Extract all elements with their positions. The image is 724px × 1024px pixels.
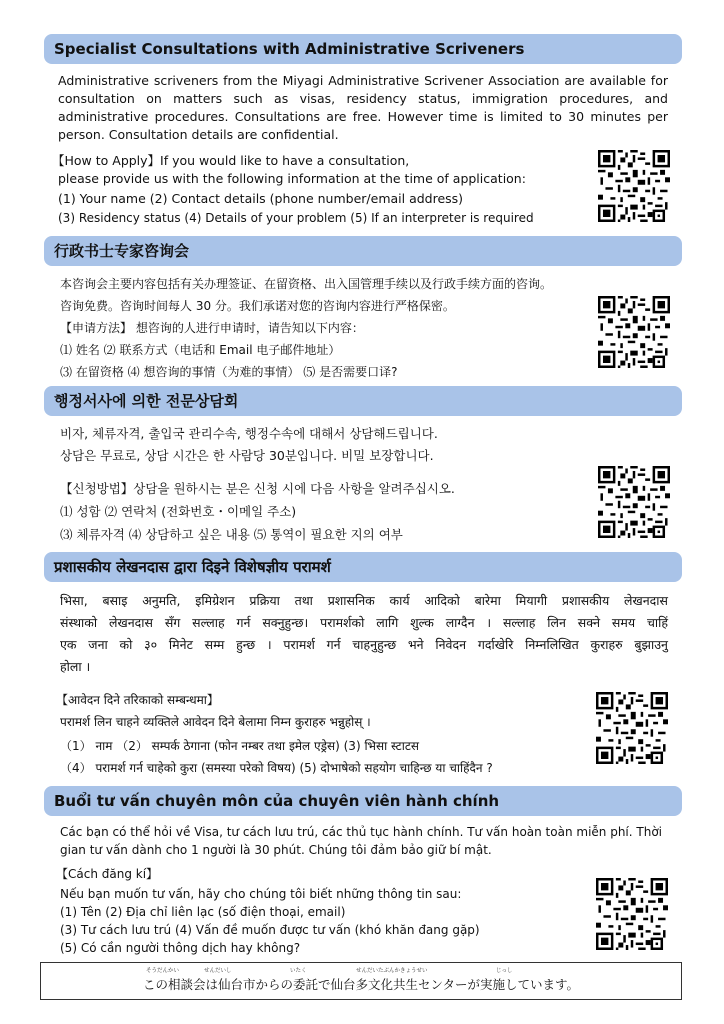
zh-apply-line: ⑴ 姓名 ⑵ 联系方式（电话和 Email 电子邮件地址） bbox=[60, 343, 341, 357]
ne-apply-line: परामर्श लिन चाहने व्यक्तिले आवेदन दिने बेलामा निम्न कुराहरु भन्नुहोस् । bbox=[60, 715, 371, 729]
ko-paragraph-line: 상담은 무료로, 상담 시간은 한 사람당 30분입니다. 비밀 보장합니다. bbox=[60, 448, 434, 463]
ne-apply-line: （1） नाम （2） सम्पर्क ठेगाना (फोन नम्बर तथा इमेल एड्रेस) (3) भिसा स्टाटस bbox=[60, 739, 420, 753]
section-header-chinese: 行政书士专家咨询会 bbox=[44, 236, 682, 266]
vi-apply-line: Nếu bạn muốn tư vấn, hãy cho chúng tôi biết những thông tin sau: bbox=[60, 887, 462, 901]
furigana: せんだいたぶんかきょうせい bbox=[356, 968, 428, 974]
footer-text: この相談会は仙台市からの委託で仙台多文化共生センターが実施しています。 bbox=[142, 977, 579, 992]
ne-apply-line: （4） परामर्श गर्न चाहेको कुरा (समस्या परेको विषय) (5) दोभाषेको सहयोग चाहिन्छ या चाहिंदैन ? bbox=[60, 761, 493, 775]
ne-apply-heading: 【आवेदन दिने तरिकाको सम्बन्धमा】 bbox=[56, 693, 219, 707]
vi-apply-line: (3) Tư cách lưu trú (4) Vấn đề muốn được tư vấn (khó khăn đang gặp) bbox=[60, 923, 480, 937]
zh-apply-heading: 【申请方法】 想咨询的人进行申请时，请告知以下内容： bbox=[60, 321, 364, 335]
qr-code-icon bbox=[598, 296, 670, 368]
vi-apply-line: (1) Tên (2) Địa chỉ liên lạc (số điện thoại, email) bbox=[60, 905, 346, 919]
ne-paragraph-line: होला । bbox=[60, 659, 91, 674]
ko-apply-heading: 【신청방법】상담을 원하시는 분은 신청 시에 다음 사항을 알려주십시오. bbox=[60, 481, 455, 496]
en-apply-line: (1) Your name (2) Contact details (phone number/email address) bbox=[58, 191, 464, 206]
en-apply-line: please provide us with the following information at the time of application: bbox=[58, 171, 526, 186]
en-apply-heading: 【How to Apply】If you would like to have a consultation, bbox=[52, 153, 410, 168]
section-header-english: Specialist Consultations with Administrative Scriveners bbox=[44, 34, 682, 64]
ne-paragraph-line: संस्थाको लेखनदास सँग सल्लाह गर्न सक्नुहुन्छ। परामर्शको लागि शुल्क लाग्दैन । सल्लाह लिन सक्ने समय चाहिं bbox=[60, 615, 668, 630]
en-paragraph-line: administrative procedures. Consultations are free. However time is limited to 30 minutes per bbox=[58, 109, 668, 124]
section-header-korean: 행정서사에 의한 전문상담회 bbox=[44, 386, 682, 416]
zh-apply-line: ⑶ 在留资格 ⑷ 想咨询的事情（为难的事情） ⑸ 是否需要口译? bbox=[60, 365, 398, 379]
furigana: いたく bbox=[290, 968, 307, 974]
qr-code-icon bbox=[596, 692, 668, 764]
en-paragraph-line: Administrative scriveners from the Miyagi Administrative Scrivener Association are available for bbox=[58, 73, 668, 88]
zh-paragraph-line: 咨询免费。咨询时间每人 30 分。我们承诺对您的咨询内容进行严格保密。 bbox=[60, 299, 455, 313]
qr-code-icon bbox=[598, 150, 670, 222]
qr-code-icon bbox=[598, 466, 670, 538]
ko-apply-line: ⑶ 체류자격 ⑷ 상담하고 싶은 내용 ⑸ 통역이 필요한 지의 여부 bbox=[60, 527, 403, 542]
vi-paragraph-line: Các bạn có thể hỏi về Visa, tư cách lưu trú, các thủ tục hành chính. Tư vấn hoàn toàn miễn phí. Thời bbox=[60, 825, 662, 839]
qr-code-icon bbox=[596, 878, 668, 950]
vi-paragraph-line: gian tư vấn dành cho 1 người là 30 phút. Chúng tôi đảm bảo giữ bí mật. bbox=[60, 843, 492, 857]
en-paragraph-line: person. Consultation details are confidential. bbox=[58, 127, 339, 142]
en-paragraph-line: consultation on matters such as visas, residency status, immigration procedures, and bbox=[58, 91, 668, 106]
ne-paragraph-line: भिसा, बसाइ अनुमति, इमिग्रेशन प्रक्रिया तथा प्रशासनिक कार्य आदिको बारेमा मियागी प्रशासकीय लेखनदास bbox=[60, 593, 668, 608]
ko-apply-line: ⑴ 성함 ⑵ 연락처 (전화번호・이메일 주소) bbox=[60, 504, 297, 519]
ne-paragraph-line: एक जना को ३० मिनेट सम्म हुन्छ । परामर्श गर्न चाहनुहुन्छ भने निवेदन गर्दाखेरि निम्नलिखित कुराहरु बुझाउनु bbox=[60, 637, 668, 652]
vi-apply-line: (5) Có cần người thông dịch hay không? bbox=[60, 941, 301, 955]
section-header-nepali: प्रशासकीय लेखनदास द्वारा दिइने विशेषज्ञीय परामर्श bbox=[44, 552, 682, 582]
furigana: せんだいし bbox=[204, 968, 232, 974]
furigana: じっし bbox=[496, 968, 513, 974]
en-apply-line: (3) Residency status (4) Details of your problem (5) If an interpreter is required bbox=[58, 211, 534, 225]
vi-apply-heading: 【Cách đăng kí】 bbox=[56, 867, 159, 881]
ko-paragraph-line: 비자, 체류자격, 출입국 관리수속, 행정수속에 대해서 상담해드립니다. bbox=[60, 426, 438, 441]
zh-paragraph-line: 本咨询会主要内容包括有关办理签证、在留资格、出入国管理手续以及行政手续方面的咨询。 bbox=[60, 277, 553, 291]
section-header-vietnamese: Buổi tư vấn chuyên môn của chuyên viên hành chính bbox=[44, 786, 682, 816]
furigana: そうだんかい bbox=[146, 968, 180, 974]
